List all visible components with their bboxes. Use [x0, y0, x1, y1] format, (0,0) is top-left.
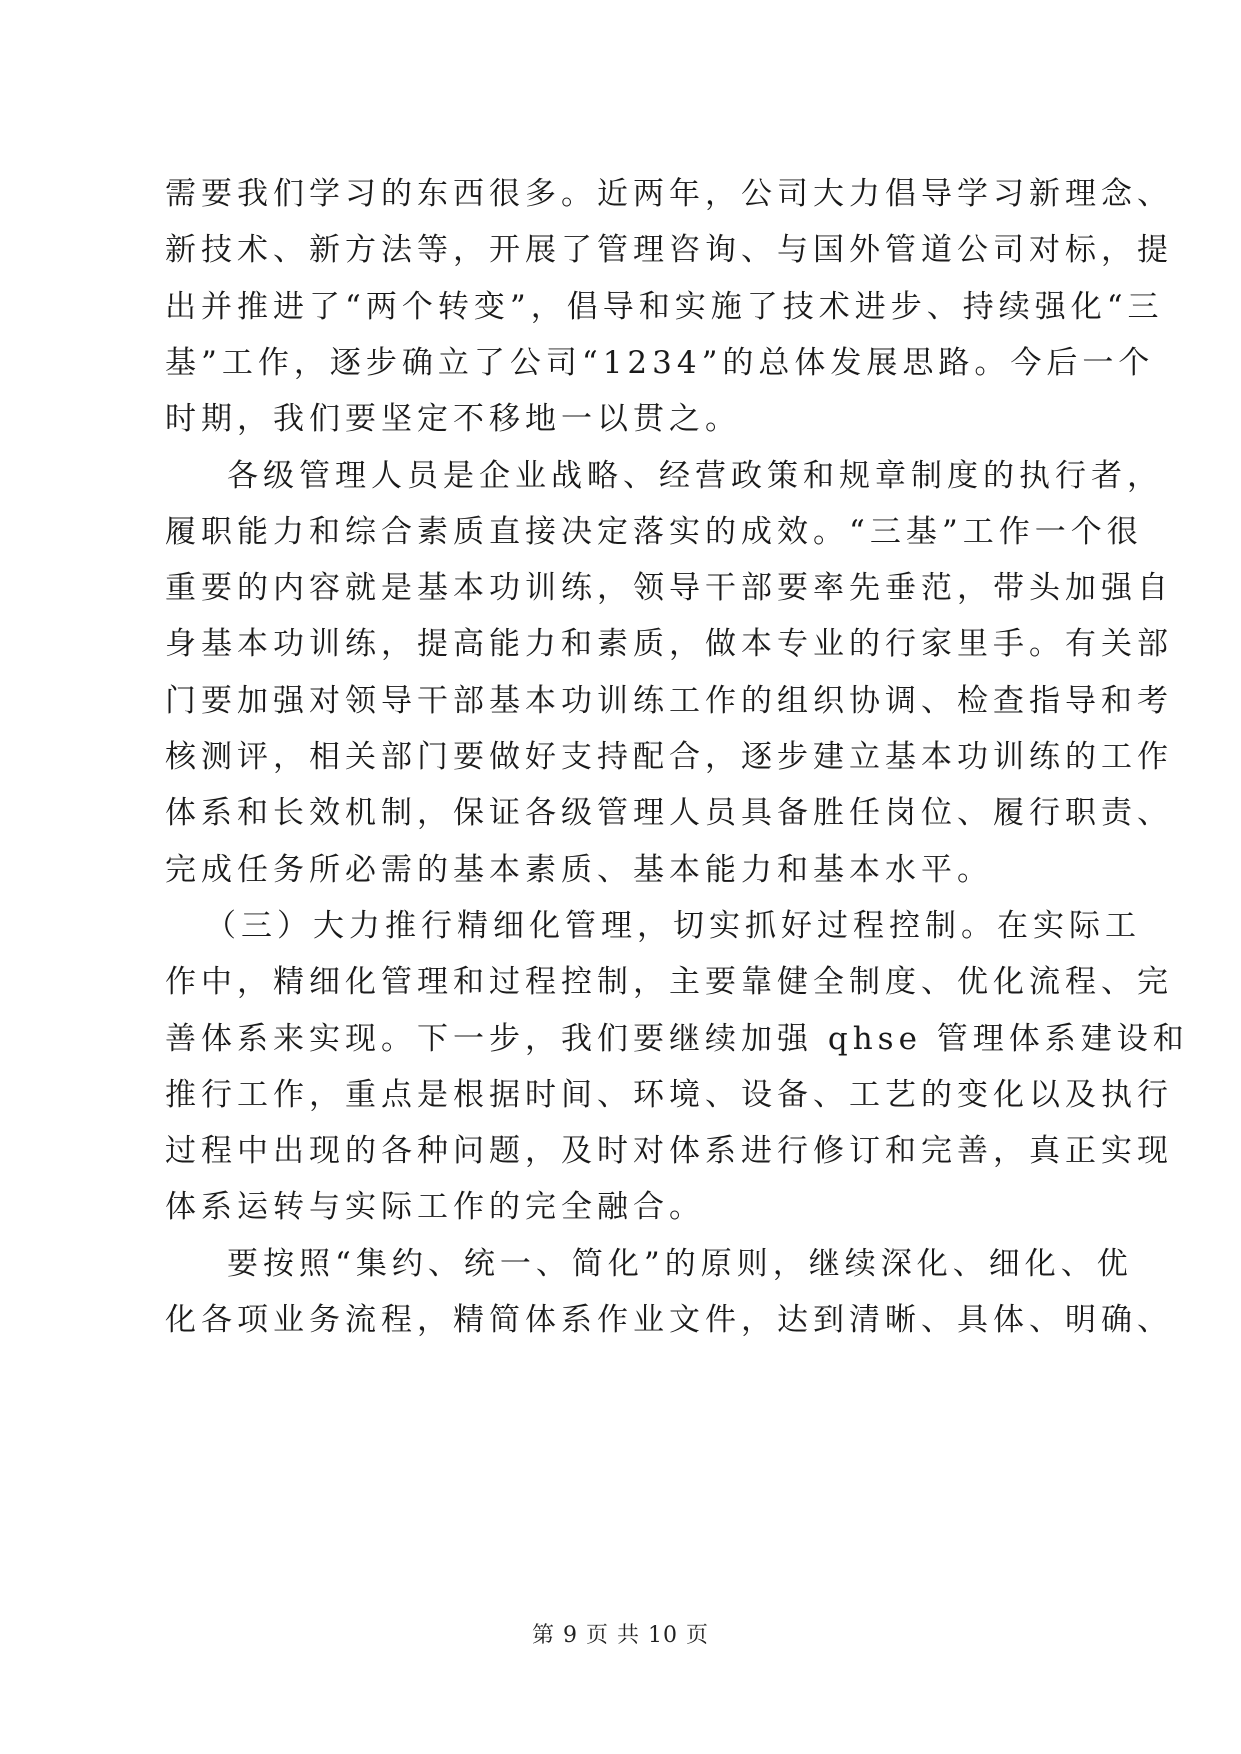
page-footer: 第 9 页 共 10 页 — [532, 1623, 709, 1648]
body-text-line: 作中，精细化管理和过程控制，主要靠健全制度、优化流程、完 — [165, 964, 1173, 1000]
body-text-line: 核测评，相关部门要做好支持配合，逐步建立基本功训练的工作 — [165, 739, 1173, 775]
body-text-line: 善体系来实现。下一步，我们要继续加强 qhse 管理体系建设和 — [165, 1021, 1189, 1057]
paragraph-start-line: 要按照“集约、统一、简化”的原则，继续深化、细化、优 — [227, 1246, 1133, 1282]
body-text-line: 重要的内容就是基本功训练，领导干部要率先垂范，带头加强自 — [165, 570, 1173, 606]
body-text-line: 完成任务所必需的基本素质、基本能力和基本水平。 — [165, 852, 993, 888]
body-text-line: 推行工作，重点是根据时间、环境、设备、工艺的变化以及执行 — [165, 1077, 1173, 1113]
body-text-line: 出并推进了“两个转变”，倡导和实施了技术进步、持续强化“三 — [165, 289, 1164, 325]
body-text-line: 过程中出现的各种问题，及时对体系进行修订和完善，真正实现 — [165, 1133, 1173, 1169]
body-text-line: 体系运转与实际工作的完全融合。 — [165, 1189, 705, 1225]
body-text-line: 化各项业务流程，精简体系作业文件，达到清晰、具体、明确、 — [165, 1302, 1173, 1338]
body-text-line: 门要加强对领导干部基本功训练工作的组织协调、检查指导和考 — [165, 683, 1173, 719]
section-heading-line: （三）大力推行精细化管理，切实抓好过程控制。在实际工 — [205, 908, 1141, 944]
body-text-line: 时期，我们要坚定不移地一以贯之。 — [165, 401, 741, 437]
body-text-line: 基”工作，逐步确立了公司“1234”的总体发展思路。今后一个 — [165, 345, 1155, 381]
paragraph-start-line: 各级管理人员是企业战略、经营政策和规章制度的执行者， — [227, 458, 1163, 494]
body-text-line: 需要我们学习的东西很多。近两年，公司大力倡导学习新理念、 — [165, 176, 1173, 212]
body-text-line: 履职能力和综合素质直接决定落实的成效。“三基”工作一个很 — [165, 514, 1143, 550]
body-text-line: 身基本功训练，提高能力和素质，做本专业的行家里手。有关部 — [165, 626, 1173, 662]
body-text-line: 体系和长效机制，保证各级管理人员具备胜任岗位、履行职责、 — [165, 795, 1173, 831]
body-text-line: 新技术、新方法等，开展了管理咨询、与国外管道公司对标，提 — [165, 232, 1173, 268]
